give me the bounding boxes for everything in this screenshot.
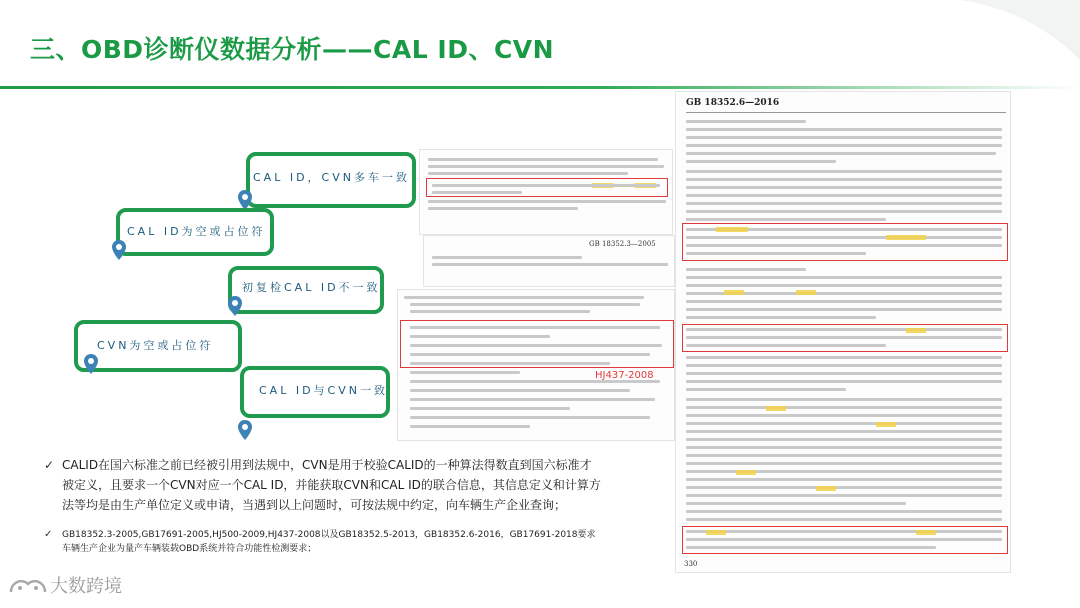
bullet-standards bbox=[44, 528, 602, 556]
map-pin-icon bbox=[112, 240, 126, 260]
highlight-box bbox=[400, 320, 674, 368]
map-pin-icon bbox=[238, 190, 252, 210]
left-standard-clip-1 bbox=[420, 150, 672, 234]
corner-decoration bbox=[960, 0, 1080, 60]
left-standard-clip-2 bbox=[424, 236, 674, 286]
flow-step-2-label: CAL ID为空或占位符 bbox=[127, 225, 266, 238]
ref-standard-label: GB 18352.3—2005 bbox=[589, 240, 656, 248]
bullet-main-text: CALID在国六标准之前已经被引用到法规中，CVN是用于校验CALID的一种算法得数直到国六标准才被定义，且要求一个CVN对应一个CAL ID，并能获取CVN和CAL ID的联合信息，其信息定义和计算方法等均是由生产单位定义或申请，当遇到以上问题时，可按法规中约定，向车辆生产企业查询； bbox=[62, 458, 601, 512]
flow-step-5-label: CAL ID与CVN一致 bbox=[259, 384, 388, 397]
highlight-box bbox=[682, 324, 1008, 352]
page-title: 三、OBD诊断仪数据分析——CAL ID、CVN bbox=[30, 35, 555, 64]
brand-logo-text: 大数跨境 bbox=[50, 576, 122, 597]
standard-header: GB 18352.6—2016 bbox=[686, 98, 780, 108]
brand-logo-icon bbox=[8, 574, 48, 598]
highlight-box bbox=[682, 526, 1008, 554]
right-standard-page bbox=[676, 92, 1010, 572]
bullet-main bbox=[44, 455, 602, 515]
page-number: 330 bbox=[684, 560, 698, 568]
map-pin-icon bbox=[84, 354, 98, 374]
map-pin-icon bbox=[228, 296, 242, 316]
bullet-standards-text: GB18352.3-2005,GB17691-2005,HJ500-2009,HJ437-2008以及GB18352.5-2013，GB18352.6-2016，GB17691-2018要求车辆生产企业为量产车辆装载OBD系统并符合功能性检测要求； bbox=[62, 530, 596, 554]
hj437-label: HJ437-2008 bbox=[595, 370, 654, 381]
flow-step-1-label: CAL ID，CVN多车一致 bbox=[253, 171, 410, 184]
left-standard-clip-3 bbox=[398, 290, 674, 440]
title-underline bbox=[0, 86, 1080, 89]
check-icon: ✓ bbox=[44, 529, 53, 540]
highlight-box bbox=[426, 178, 668, 197]
check-icon: ✓ bbox=[44, 458, 55, 472]
map-pin-icon bbox=[238, 420, 252, 440]
flow-step-4-label: CVN为空或占位符 bbox=[97, 339, 214, 352]
flow-step-3-label: 初复检CAL ID不一致 bbox=[242, 281, 381, 294]
